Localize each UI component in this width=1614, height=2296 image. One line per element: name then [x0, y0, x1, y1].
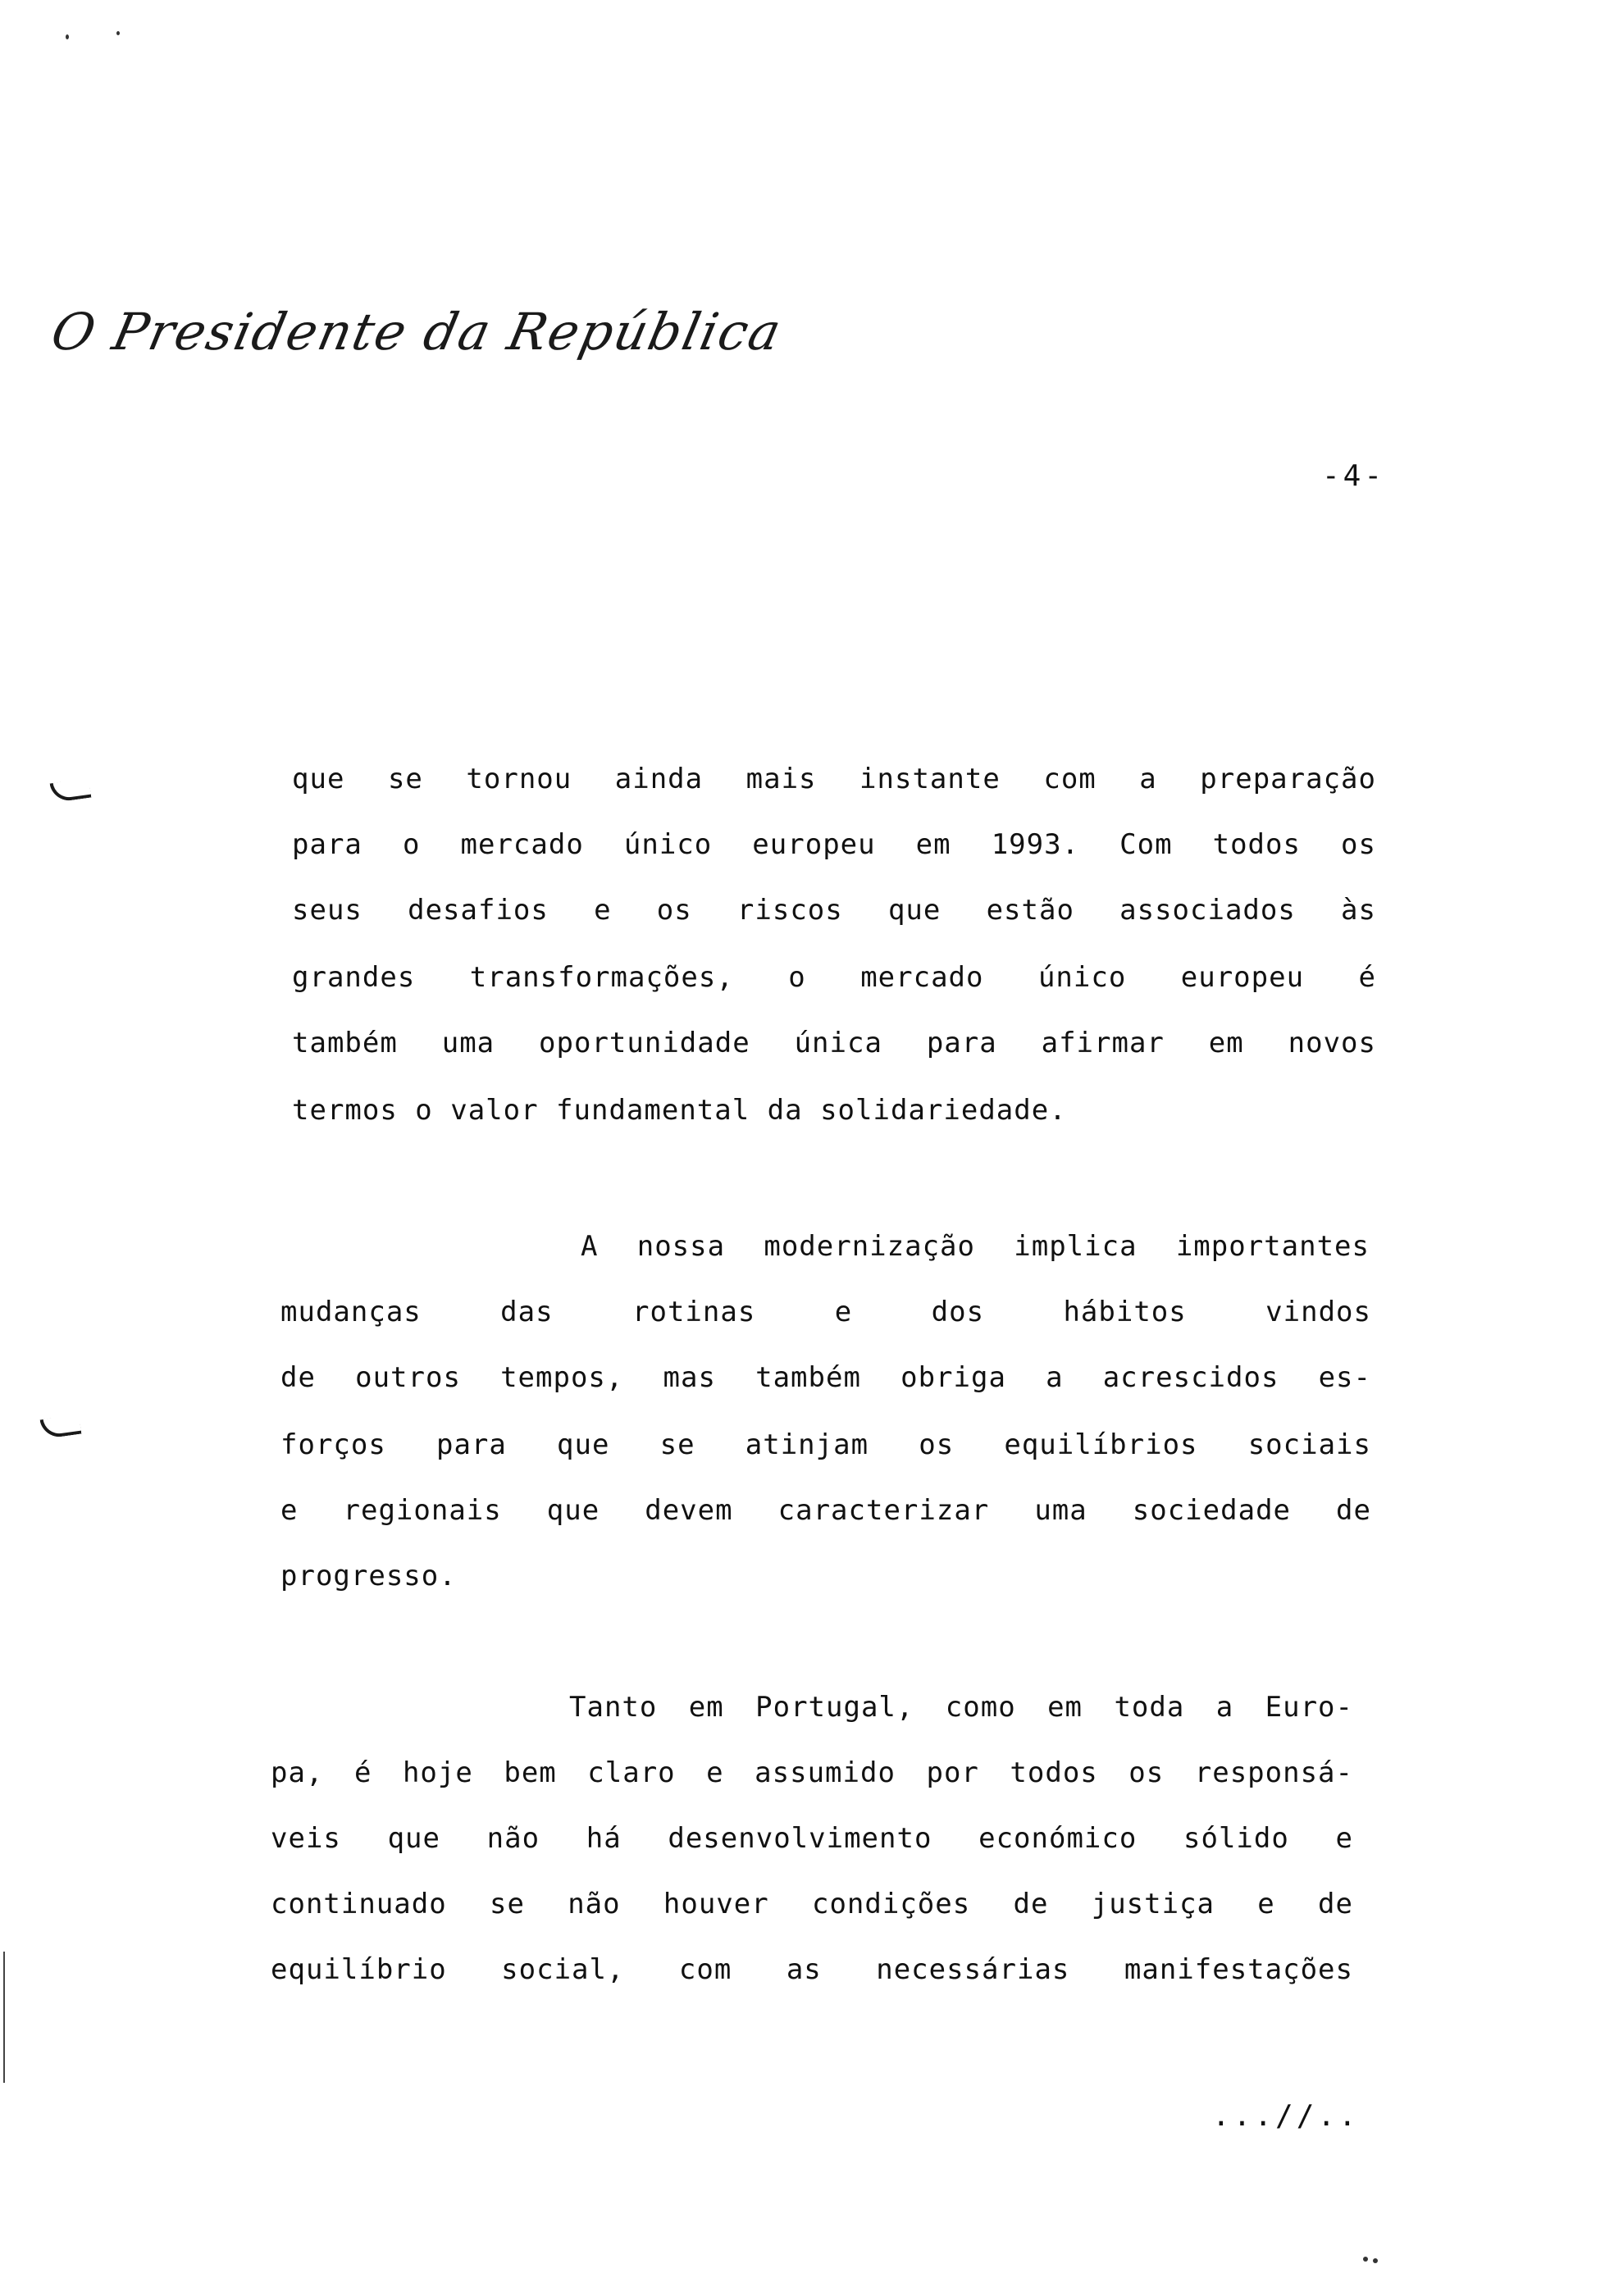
text-line: de outros tempos, mas também obriga a acrescidos es- — [280, 1361, 1371, 1394]
page-number: -4- — [1322, 459, 1386, 493]
text-line: para o mercado único europeu em 1993. Com todos os — [292, 828, 1376, 861]
text-line: seus desafios e os riscos que estão associados às — [292, 894, 1376, 927]
letterhead-title: O Presidente da República — [46, 302, 788, 362]
continuation-mark: ...//.. — [1212, 2099, 1360, 2133]
scan-speck — [1373, 2258, 1378, 2263]
text-line: progresso. — [280, 1560, 457, 1592]
scan-speck — [116, 31, 120, 35]
text-line: que se tornou ainda mais instante com a preparação — [292, 763, 1376, 795]
text-line: equilíbrio social, com as necessárias manifestações — [271, 1953, 1353, 1986]
text-line: continuado se não houver condições de justiça e de — [271, 1888, 1353, 1920]
scan-speck — [1363, 2257, 1368, 2262]
text-line: também uma oportunidade única para afirmar em novos — [292, 1027, 1376, 1059]
text-line: e regionais que devem caracterizar uma sociedade de — [280, 1494, 1371, 1527]
margin-mark — [50, 778, 92, 803]
margin-mark — [40, 1414, 82, 1439]
text-line: grandes transformações, o mercado único europeu é — [292, 961, 1376, 994]
text-line: Tanto em Portugal, como em toda a Euro- — [569, 1691, 1353, 1724]
text-line: mudanças das rotinas e dos hábitos vindos — [280, 1296, 1371, 1328]
text-line: veis que não há desenvolvimento económico sólido e — [271, 1822, 1353, 1855]
text-line: forços para que se atinjam os equilíbrios sociais — [280, 1428, 1371, 1461]
text-line: A nossa modernização implica importantes — [581, 1230, 1370, 1263]
scan-speck — [66, 34, 69, 39]
text-line: pa, é hoje bem claro e assumido por todos os responsá- — [271, 1756, 1353, 1789]
scan-edge-line — [3, 1952, 5, 2083]
text-line: termos o valor fundamental da solidariedade. — [292, 1094, 1067, 1127]
